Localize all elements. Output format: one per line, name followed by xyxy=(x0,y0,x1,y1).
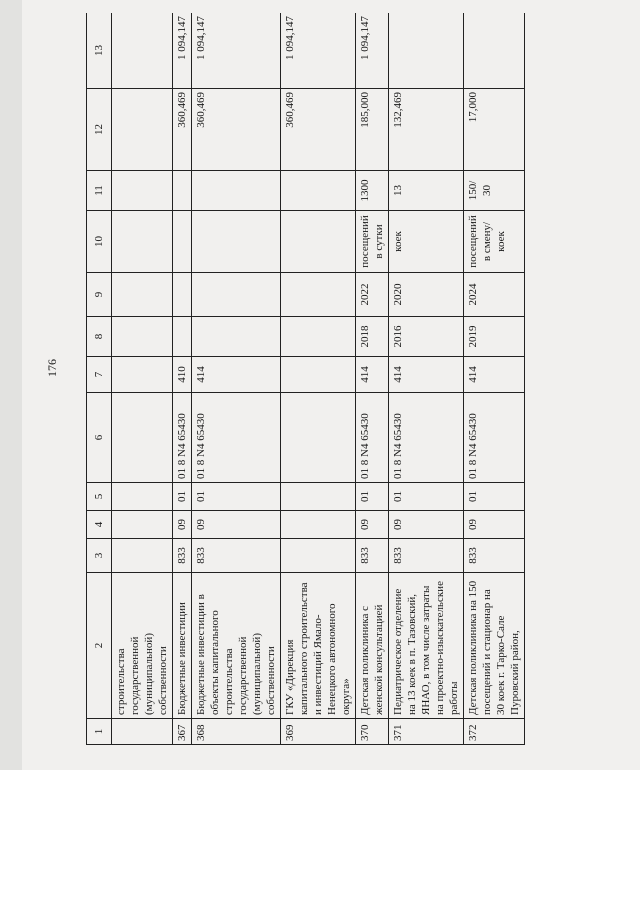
cell-name: Детская поликлиника с женской консультацией xyxy=(356,573,389,719)
cell-c7: 414 xyxy=(192,357,281,393)
cell-c3 xyxy=(281,539,356,573)
column-header-9: 9 xyxy=(87,273,112,317)
budget-table xyxy=(86,13,525,745)
cell-c12: 132,469 xyxy=(389,89,464,171)
cell-c12: 360,469 xyxy=(281,89,356,171)
cell-c3 xyxy=(112,539,173,573)
cell-c5: 01 xyxy=(173,483,192,511)
cell-c6: 01 8 N4 65430 xyxy=(356,393,389,483)
cell-name: Бюджетные инвестиции xyxy=(173,573,192,719)
cell-c11 xyxy=(112,171,173,211)
cell-c9: 2022 xyxy=(356,273,389,317)
cell-c6: 01 8 N4 65430 xyxy=(173,393,192,483)
cell-c3: 833 xyxy=(192,539,281,573)
cell-c4 xyxy=(281,511,356,539)
column-header-13: 13 xyxy=(87,13,112,89)
table-row xyxy=(173,13,192,745)
cell-c6 xyxy=(281,393,356,483)
cell-c12: 17,000 xyxy=(464,89,525,171)
cell-name: Детская поликлиника на 150 посещений и стационар на 30 коек г. Тарко-Сале Пуровский район, xyxy=(464,573,525,719)
cell-c4 xyxy=(112,511,173,539)
cell-c12: 360,469 xyxy=(173,89,192,171)
cell-c11: 1300 xyxy=(356,171,389,211)
table-row xyxy=(464,13,525,745)
cell-c6 xyxy=(112,393,173,483)
column-header-2: 2 xyxy=(87,573,112,719)
cell-c4: 09 xyxy=(464,511,525,539)
cell-c10 xyxy=(173,211,192,273)
table-row xyxy=(192,13,281,745)
cell-c10 xyxy=(192,211,281,273)
cell-c11 xyxy=(173,171,192,211)
cell-c5 xyxy=(112,483,173,511)
cell-c8 xyxy=(281,317,356,357)
column-header-1: 1 xyxy=(87,719,112,745)
cell-name: Бюджетные инвестиции в объекты капитального строительства государственной (муниципальной) собственности xyxy=(192,573,281,719)
cell-c7 xyxy=(281,357,356,393)
cell-c10 xyxy=(281,211,356,273)
cell-num: 371 xyxy=(389,719,464,745)
cell-num: 370 xyxy=(356,719,389,745)
cell-c8: 2018 xyxy=(356,317,389,357)
cell-c5: 01 xyxy=(192,483,281,511)
cell-c8: 2016 xyxy=(389,317,464,357)
rotated-table-frame xyxy=(86,13,556,745)
cell-c4: 09 xyxy=(356,511,389,539)
cell-num: 372 xyxy=(464,719,525,745)
cell-c13 xyxy=(464,13,525,89)
cell-num: 367 xyxy=(173,719,192,745)
column-header-12: 12 xyxy=(87,89,112,171)
cell-c9 xyxy=(112,273,173,317)
cell-c5: 01 xyxy=(464,483,525,511)
cell-c9: 2020 xyxy=(389,273,464,317)
column-header-8: 8 xyxy=(87,317,112,357)
cell-c9 xyxy=(173,273,192,317)
cell-c5 xyxy=(281,483,356,511)
cell-c10: посещений в смену/ коек xyxy=(464,211,525,273)
cell-c10 xyxy=(112,211,173,273)
cell-c3: 833 xyxy=(173,539,192,573)
table-row xyxy=(112,13,173,745)
column-header-4: 4 xyxy=(87,511,112,539)
cell-c10: коек xyxy=(389,211,464,273)
column-header-10: 10 xyxy=(87,211,112,273)
column-header-11: 11 xyxy=(87,171,112,211)
cell-c3: 833 xyxy=(464,539,525,573)
column-header-3: 3 xyxy=(87,539,112,573)
cell-c9: 2024 xyxy=(464,273,525,317)
table-row xyxy=(281,13,356,745)
cell-c13: 1 094,147 xyxy=(281,13,356,89)
rotated-content xyxy=(86,13,556,745)
cell-c6: 01 8 N4 65430 xyxy=(389,393,464,483)
cell-c4: 09 xyxy=(192,511,281,539)
cell-num xyxy=(112,719,173,745)
table-row xyxy=(356,13,389,745)
scan-edge xyxy=(0,0,22,770)
cell-name: строительства государственной (муниципальной) собственности xyxy=(112,573,173,719)
cell-c9 xyxy=(281,273,356,317)
cell-c11: 13 xyxy=(389,171,464,211)
cell-c4: 09 xyxy=(389,511,464,539)
cell-c7: 410 xyxy=(173,357,192,393)
cell-c6: 01 8 N4 65430 xyxy=(192,393,281,483)
cell-c13: 1 094,147 xyxy=(192,13,281,89)
column-header-7: 7 xyxy=(87,357,112,393)
cell-c3: 833 xyxy=(389,539,464,573)
cell-c12: 360,469 xyxy=(192,89,281,171)
cell-c4: 09 xyxy=(173,511,192,539)
cell-c8: 2019 xyxy=(464,317,525,357)
cell-c13: 1 094,147 xyxy=(173,13,192,89)
cell-c5: 01 xyxy=(389,483,464,511)
cell-c3: 833 xyxy=(356,539,389,573)
column-number-row xyxy=(87,13,112,745)
cell-c10: посещений в сутки xyxy=(356,211,389,273)
column-header-6: 6 xyxy=(87,393,112,483)
cell-c11 xyxy=(281,171,356,211)
cell-num: 369 xyxy=(281,719,356,745)
cell-c12: 185,000 xyxy=(356,89,389,171)
cell-c13 xyxy=(389,13,464,89)
cell-c6: 01 8 N4 65430 xyxy=(464,393,525,483)
cell-c8 xyxy=(112,317,173,357)
cell-c11 xyxy=(192,171,281,211)
column-header-5: 5 xyxy=(87,483,112,511)
cell-c13 xyxy=(112,13,173,89)
page-number: 176 xyxy=(45,359,59,377)
cell-name: Педиатрическое отделение на 13 коек в п. Тазовский, ЯНАО, в том числе затраты на проектно-изыскательские работы xyxy=(389,573,464,719)
cell-c11: 150/ 30 xyxy=(464,171,525,211)
cell-c8 xyxy=(192,317,281,357)
cell-c7: 414 xyxy=(356,357,389,393)
cell-num: 368 xyxy=(192,719,281,745)
cell-c7 xyxy=(112,357,173,393)
cell-c7: 414 xyxy=(464,357,525,393)
cell-c9 xyxy=(192,273,281,317)
cell-name: ГКУ «Дирекция капитального строительства и инвестиций Ямало-Ненецкого автономного округа» xyxy=(281,573,356,719)
table-body xyxy=(112,13,525,745)
cell-c8 xyxy=(173,317,192,357)
cell-c7: 414 xyxy=(389,357,464,393)
cell-c5: 01 xyxy=(356,483,389,511)
cell-c13: 1 094,147 xyxy=(356,13,389,89)
table-row xyxy=(389,13,464,745)
cell-c12 xyxy=(112,89,173,171)
